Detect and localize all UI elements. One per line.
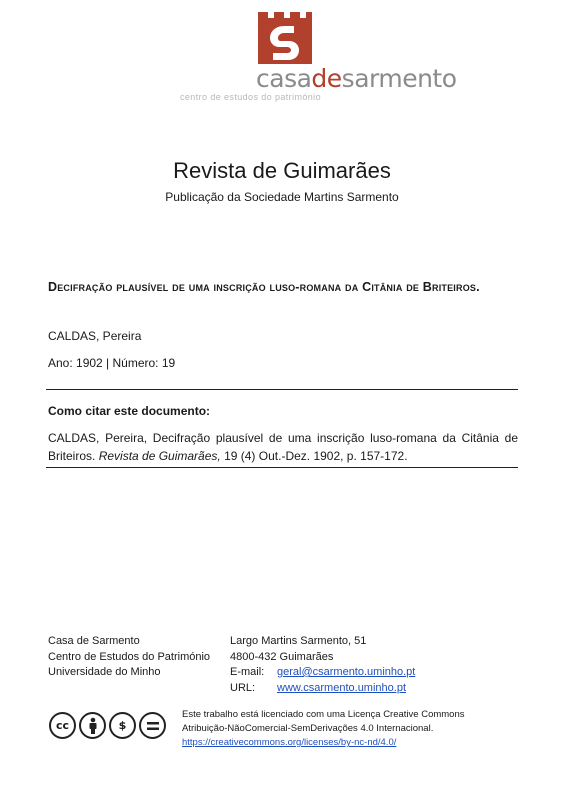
institution-info: [48, 634, 210, 681]
journal-title: Revista de Guimarães: [173, 158, 391, 183]
license-notice: [182, 708, 465, 750]
cc-icon: cc: [49, 712, 76, 739]
citation-heading: Como citar este documento:: [48, 404, 211, 418]
casa-de-sarmento-logo: [180, 12, 457, 104]
journal-publisher: Publicação da Sociedade Martins Sarmento: [165, 190, 399, 204]
creative-commons-badges: [49, 712, 166, 739]
divider-top: [46, 389, 518, 390]
divider-bottom: [46, 467, 518, 468]
by-icon: [79, 712, 106, 739]
institution-line: Centro de Estudos do Património: [48, 650, 211, 663]
address-line: Largo Martins Sarmento, 51: [230, 635, 367, 647]
article-year-number: Ano: 1902 | Número: 19: [48, 356, 176, 370]
website-link[interactable]: www.csarmento.uminho.pt: [277, 681, 406, 694]
citation-text: CALDAS, Pereira, Decifração plausível de uma inscrição luso-romana da Citânia de Briteiros. Revista de Guimarães, 19 (4) Out.-Dez. 1902, p. 157-172.: [48, 431, 518, 463]
article-author: CALDAS, Pereira: [48, 329, 142, 343]
institution-line: Casa de Sarmento: [48, 635, 140, 647]
nc-icon: $: [109, 712, 136, 739]
license-link[interactable]: https://creativecommons.org/licenses/by-nc-nd/4.0/: [182, 737, 397, 748]
license-line: Atribuição-NãoComercial-SemDerivações 4.0 Internacional.: [182, 723, 434, 734]
logo-wordmark: casadesarmento: [256, 64, 457, 93]
email-label: E-mail:: [230, 666, 265, 678]
institution-line: Universidade do Minho: [48, 666, 161, 678]
article-title: Decifração plausível de uma inscrição luso-romana da Citânia de Briteiros.: [48, 280, 480, 294]
address-line: 4800-432 Guimarães: [230, 650, 334, 663]
url-label: URL:: [230, 681, 256, 694]
nd-icon: [139, 712, 166, 739]
logo-tagline: centro de estudos do património: [180, 92, 321, 102]
email-link[interactable]: geral@csarmento.uminho.pt: [277, 666, 416, 678]
castle-logo-icon: [256, 12, 314, 64]
contact-info: [230, 634, 415, 696]
license-line: Este trabalho está licenciado com uma Licença Creative Commons: [182, 709, 465, 720]
